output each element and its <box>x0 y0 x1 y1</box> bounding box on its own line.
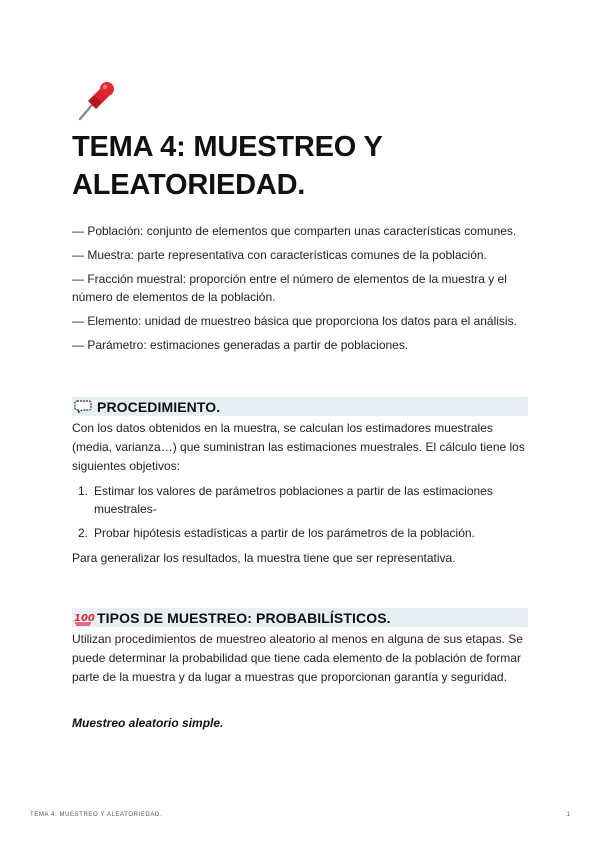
definition-item: — Muestra: parte representativa con características comunes de la población. <box>72 248 487 262</box>
page-title: TEMA 4: MUESTREO Y ALEATORIEDAD. <box>72 131 383 201</box>
thought-bubble-icon <box>74 399 92 415</box>
section-title: TIPOS DE MUESTREO: PROBABILÍSTICOS. <box>97 609 391 626</box>
svg-text:100: 100 <box>74 612 95 624</box>
list-text: Estimar los valores de parámetros poblaciones a partir de las estimaciones muestrales- <box>94 484 493 516</box>
list-item <box>72 482 532 518</box>
page-number: 1 <box>566 812 570 818</box>
subsection-title: Muestreo aleatorio simple. <box>72 716 224 730</box>
procedimiento-closing: Para generalizar los resultados, la muestra tiene que ser representativa. <box>72 551 456 565</box>
page-footer: TEMA 4: MUESTREO Y ALEATORIEDAD. <box>30 812 163 818</box>
hundred-points-icon <box>74 610 95 626</box>
tipos-intro: Utilizan procedimientos de muestreo aleatorio al menos en alguna de sus etapas. Se puede determinar la probabilidad que tiene cada elemento de la población de formar parte de la muestra y da lugar a muestras que proporcionan garantía y seguridad. <box>72 632 523 684</box>
definition-item: — Fracción muestral: proporción entre el número de elementos de la muestra y el número de elementos de la población. <box>72 272 507 304</box>
list-text: Probar hipótesis estadísticas a partir de los parámetros de la población. <box>94 526 475 540</box>
list-item <box>72 524 532 542</box>
definition-item: — Parámetro: estimaciones generadas a partir de poblaciones. <box>72 338 409 352</box>
section-title: PROCEDIMIENTO. <box>97 398 221 415</box>
definition-item: — Elemento: unidad de muestreo básica que proporciona los datos para el análisis. <box>72 314 517 328</box>
objectives-list <box>72 482 532 548</box>
section-heading-tipos <box>72 608 528 627</box>
list-number: 2. <box>78 526 89 540</box>
definitions-list <box>72 222 532 360</box>
section-heading-procedimiento <box>72 397 528 416</box>
procedimiento-intro: Con los datos obtenidos en la muestra, se calculan los estimadores muestrales (media, varianza…) que suministran las estimaciones muestrales. El cálculo tiene los siguientes objetivos: <box>72 421 525 473</box>
definition-item: — Población: conjunto de elementos que comparten unas características comunes. <box>72 224 517 238</box>
pushpin-icon <box>74 79 118 123</box>
list-number: 1. <box>78 484 89 498</box>
